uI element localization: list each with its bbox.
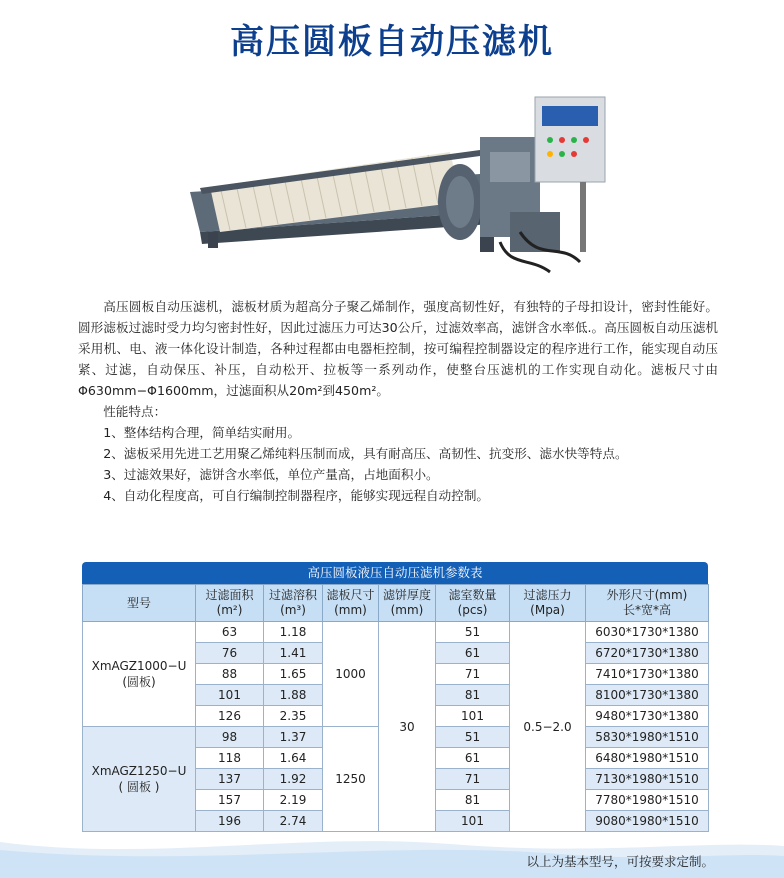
plate-size-cell: 1000 (323, 622, 379, 727)
chambers-cell: 51 (436, 622, 510, 643)
page-title: 高压圆板自动压滤机 (230, 22, 554, 62)
area-cell: 98 (196, 727, 264, 748)
header-volume: 过滤溶积 (m³) (264, 585, 323, 622)
header-chambers: 滤室数量 (pcs) (436, 585, 510, 622)
area-cell: 88 (196, 664, 264, 685)
volume-cell: 2.74 (264, 811, 323, 832)
dimensions-cell: 6030*1730*1380 (586, 622, 709, 643)
dimensions-cell: 6720*1730*1380 (586, 643, 709, 664)
area-cell: 101 (196, 685, 264, 706)
chambers-cell: 81 (436, 685, 510, 706)
feature-item: 4、自动化程度高，可自行编制控制器程序，能够实现远程自动控制。 (103, 488, 490, 503)
dimensions-cell: 9480*1730*1380 (586, 706, 709, 727)
footnote: 以上为基本型号，可按要求定制。 (526, 854, 714, 869)
chambers-cell: 81 (436, 790, 510, 811)
features-title: 性能特点： (103, 404, 167, 419)
area-cell: 196 (196, 811, 264, 832)
area-cell: 118 (196, 748, 264, 769)
table-row (83, 622, 709, 643)
chambers-cell: 61 (436, 643, 510, 664)
table-caption: 高压圆板液压自动压滤机参数表 (82, 562, 708, 584)
chambers-cell: 101 (436, 706, 510, 727)
volume-cell: 1.65 (264, 664, 323, 685)
chambers-cell: 51 (436, 727, 510, 748)
volume-cell: 1.18 (264, 622, 323, 643)
chambers-cell: 71 (436, 664, 510, 685)
header-cake-thickness: 滤饼厚度 (mm) (379, 585, 436, 622)
area-cell: 137 (196, 769, 264, 790)
dimensions-cell: 7410*1730*1380 (586, 664, 709, 685)
area-cell: 126 (196, 706, 264, 727)
volume-cell: 1.37 (264, 727, 323, 748)
parameter-table (82, 584, 709, 832)
volume-cell: 2.19 (264, 790, 323, 811)
chambers-cell: 61 (436, 748, 510, 769)
dimensions-cell: 5830*1980*1510 (586, 727, 709, 748)
model-cell: XmAGZ1000−U (圆板) (83, 622, 196, 727)
header-area: 过滤面积 (m²) (196, 585, 264, 622)
filter-press-machine-image (180, 92, 620, 282)
volume-cell: 1.41 (264, 643, 323, 664)
feature-item: 2、滤板采用先进工艺用聚乙烯纯料压制而成，具有耐高压、高韧性、抗变形、滤水快等特点。 (103, 446, 628, 461)
cake-thickness-cell: 30 (379, 622, 436, 832)
feature-item: 3、过滤效果好，滤饼含水率低，单位产量高，占地面积小。 (103, 467, 439, 482)
area-cell: 76 (196, 643, 264, 664)
dimensions-cell: 9080*1980*1510 (586, 811, 709, 832)
dimensions-cell: 6480*1980*1510 (586, 748, 709, 769)
header-pressure: 过滤压力 (Mpa) (510, 585, 586, 622)
table-header-row (83, 585, 709, 622)
model-cell: XmAGZ1250−U ( 圆板 ) (83, 727, 196, 832)
header-plate-size: 滤板尺寸 (mm) (323, 585, 379, 622)
parameter-table-section (82, 562, 708, 832)
volume-cell: 1.88 (264, 685, 323, 706)
feature-item: 1、整体结构合理，简单结实耐用。 (103, 425, 301, 440)
header-model: 型号 (83, 585, 196, 622)
area-cell: 157 (196, 790, 264, 811)
description-section (78, 296, 718, 506)
dimensions-cell: 7130*1980*1510 (586, 769, 709, 790)
chambers-cell: 71 (436, 769, 510, 790)
volume-cell: 2.35 (264, 706, 323, 727)
dimensions-cell: 8100*1730*1380 (586, 685, 709, 706)
plate-size-cell: 1250 (323, 727, 379, 832)
volume-cell: 1.64 (264, 748, 323, 769)
dimensions-cell: 7780*1980*1510 (586, 790, 709, 811)
pressure-cell: 0.5−2.0 (510, 622, 586, 832)
header-dimensions: 外形尺寸(mm) 长*宽*高 (586, 585, 709, 622)
chambers-cell: 101 (436, 811, 510, 832)
volume-cell: 1.92 (264, 769, 323, 790)
description-paragraph: 高压圆板自动压滤机，滤板材质为超高分子聚乙烯制作，强度高韧性好，有独特的子母扣设计，密封性能好。圆形滤板过滤时受力均匀密封性好，因此过滤压力可达30公斤，过滤效率高，滤饼含水率低.。高压圆板自动压滤机采用机、电、液一体化设计制造，各种过程都由电器柜控制，按可编程控制器设定的程序进行工作，能实现自动压紧、过滤，自动保压、补压，自动松开、拉板等一系列动作，使整台压滤机的工作实现自动化。滤板尺寸由Φ630mm−Φ1600mm，过滤面积从20m²到450m²。 (78, 299, 718, 398)
area-cell: 63 (196, 622, 264, 643)
